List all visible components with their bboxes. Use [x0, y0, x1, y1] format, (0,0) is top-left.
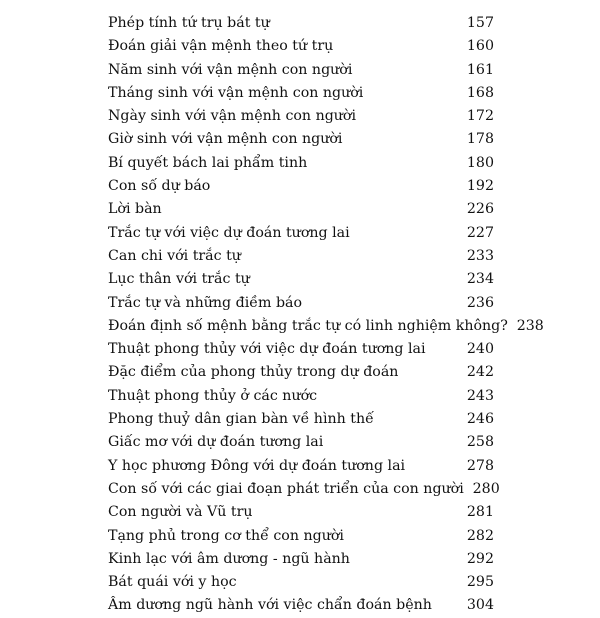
toc-entry-page-number: 236: [466, 294, 494, 311]
toc-entry: [108, 385, 494, 408]
toc-entry-title: Lời bàn: [108, 201, 162, 218]
toc-entry: [108, 12, 494, 35]
toc-entry-title: Trắc tự và những điềm báo: [108, 294, 303, 311]
toc-entry-title: Y học phương Đông với dự đoán tương lai: [108, 457, 406, 474]
toc-entry: [108, 245, 494, 268]
toc-entry: [108, 59, 494, 82]
toc-entry-title: Đặc điểm của phong thủy trong dự đoán: [108, 364, 399, 381]
toc-entry: [108, 152, 494, 175]
toc-entry: [108, 431, 494, 454]
toc-entry-title: Tạng phủ trong cơ thể con người: [108, 527, 344, 544]
toc-entry-title: Giờ sinh với vận mệnh con người: [108, 131, 343, 148]
toc-entry-page-number: 246: [466, 411, 494, 428]
toc-entry: [108, 82, 494, 105]
toc-entry-title: Can chi với trắc tự: [108, 247, 241, 264]
toc-entry-title: Đoán giải vận mệnh theo tứ trụ: [108, 38, 334, 55]
toc-entry: [108, 455, 494, 478]
toc-entry: [108, 478, 500, 501]
toc-entry-page-number: 234: [466, 271, 494, 288]
toc-entry-title: Thuật phong thủy với việc dự đoán tương lai: [108, 341, 426, 358]
toc-entry-page-number: 280: [472, 480, 500, 497]
toc-entry-title: Phong thuỷ dân gian bàn về hình thế: [108, 411, 374, 428]
toc-entry-title: Bát quái với y học: [108, 574, 237, 591]
toc-entry-title: Con số dự báo: [108, 178, 211, 195]
toc-entry: [108, 315, 544, 338]
toc-entry-page-number: 282: [466, 527, 494, 544]
table-of-contents: [108, 12, 544, 618]
toc-entry-page-number: 258: [466, 434, 494, 451]
toc-entry: [108, 571, 494, 594]
toc-entry-title: Giấc mơ với dự đoán tương lai: [108, 434, 324, 451]
toc-entry: [108, 292, 494, 315]
toc-entry-page-number: 295: [466, 574, 494, 591]
toc-entry-page-number: 227: [466, 224, 494, 241]
toc-entry: [108, 268, 494, 291]
toc-entry: [108, 594, 494, 617]
toc-entry-page-number: 242: [466, 364, 494, 381]
toc-entry-page-number: 226: [466, 201, 494, 218]
toc-entry: [108, 408, 494, 431]
toc-entry: [108, 501, 494, 524]
toc-entry-title: Thuật phong thủy ở các nước: [108, 387, 318, 404]
toc-entry-page-number: 238: [516, 317, 544, 334]
toc-entry-title: Trắc tự với việc dự đoán tương lai: [108, 224, 350, 241]
toc-entry: [108, 105, 494, 128]
toc-entry-page-number: 172: [466, 108, 494, 125]
toc-entry-title: Ngày sinh với vận mệnh con người: [108, 108, 357, 125]
toc-entry-page-number: 292: [466, 550, 494, 567]
toc-entry-page-number: 240: [466, 341, 494, 358]
toc-entry-page-number: 157: [466, 15, 494, 31]
toc-entry-title: Con người và Vũ trụ: [108, 504, 253, 521]
toc-entry: [108, 175, 494, 198]
toc-entry-page-number: 243: [466, 387, 494, 404]
toc-entry-title: Đoán định số mệnh bằng trắc tự có linh nghiệm không?: [108, 317, 508, 334]
toc-entry: [108, 222, 494, 245]
toc-entry-page-number: 178: [466, 131, 494, 148]
toc-entry-page-number: 161: [466, 61, 494, 78]
toc-entry-title: Bí quyết bách lai phẩm tinh: [108, 154, 308, 171]
toc-entry: [108, 361, 494, 384]
toc-entry-page-number: 278: [466, 457, 494, 474]
toc-entry: [108, 525, 494, 548]
toc-entry-title: Kinh lạc với âm dương - ngũ hành: [108, 550, 350, 567]
toc-entry-page-number: 281: [466, 504, 494, 521]
toc-entry-page-number: 168: [466, 84, 494, 101]
toc-entry-title: Con số với các giai đoạn phát triển của con người: [108, 480, 464, 497]
toc-entry-page-number: 192: [466, 178, 494, 195]
toc-entry-page-number: 233: [466, 247, 494, 264]
toc-entry-page-number: 304: [466, 597, 494, 614]
toc-entry-title: Phép tính tứ trụ bát tự: [108, 15, 270, 31]
toc-entry: [108, 338, 494, 361]
toc-entry-title: Âm dương ngũ hành với việc chẩn đoán bệnh: [108, 597, 432, 614]
toc-entry: [108, 548, 494, 571]
toc-entry-title: Năm sinh với vận mệnh con người: [108, 61, 353, 78]
toc-entry-page-number: 180: [466, 154, 494, 171]
toc-entry: [108, 128, 494, 151]
toc-entry-title: Tháng sinh với vận mệnh con người: [108, 84, 364, 101]
toc-entry: [108, 35, 494, 58]
toc-entry-title: Lục thân với trắc tự: [108, 271, 250, 288]
toc-entry: [108, 198, 494, 221]
toc-entry-page-number: 160: [466, 38, 494, 55]
